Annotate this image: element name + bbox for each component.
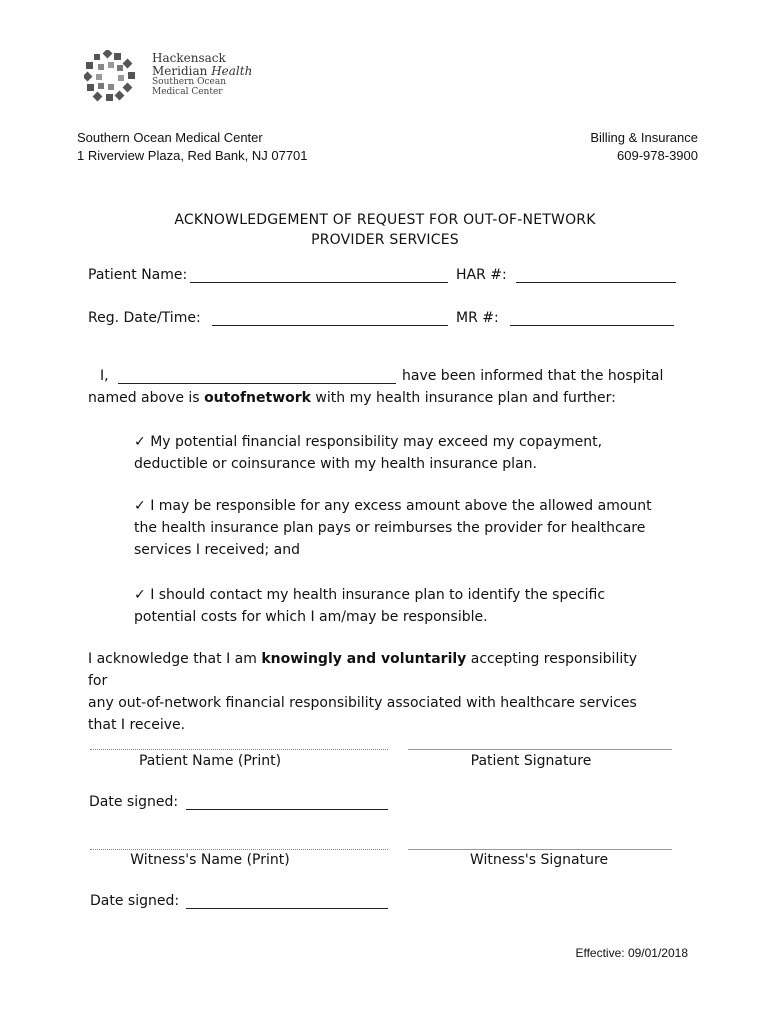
- witness-name-print-label: Witness's Name (Print): [130, 852, 290, 868]
- logo-line-2b: Health: [211, 64, 253, 79]
- ack-line-1: [88, 648, 660, 692]
- bullet-2-line-3: services I received; and: [134, 542, 301, 558]
- patient-name-field[interactable]: [190, 268, 448, 283]
- bullet-1-line-2: deductible or coinsurance with my health insurance plan.: [134, 456, 537, 472]
- checkmark-icon: ✓: [134, 434, 146, 450]
- ack-line-1a: I acknowledge that I am: [88, 651, 262, 667]
- bullet-2: [134, 495, 662, 561]
- bullet-3-line-2: potential costs for which I am/may be responsible.: [134, 609, 488, 625]
- bullet-3: [134, 584, 664, 628]
- bullet-3-line-1: [134, 584, 664, 606]
- date-signed-field[interactable]: [186, 795, 388, 810]
- bullet-1: [134, 431, 664, 475]
- patient-name-print-label: Patient Name (Print): [138, 753, 282, 769]
- hospital-logo-icon: [84, 50, 136, 102]
- mr-field[interactable]: [510, 311, 674, 326]
- har-label: HAR #:: [456, 267, 507, 283]
- har-field[interactable]: [516, 268, 676, 283]
- bullet-3-text-1: I should contact my health insurance plan to identify the specific: [150, 587, 606, 603]
- statement-line-2a: named above is: [88, 390, 205, 406]
- bullet-2-text-1: I may be responsible for any excess amount above the allowed amount: [150, 498, 652, 514]
- logo-line-2a: Meridian: [152, 64, 208, 79]
- patient-name-label: Patient Name:: [88, 267, 188, 283]
- date-signed-field-2[interactable]: [186, 894, 388, 909]
- logo-line-3: Southern Ocean: [152, 77, 226, 88]
- form-title-line-2: PROVIDER SERVICES: [311, 232, 459, 248]
- bullet-1-line-1: [134, 431, 664, 453]
- billing-phone: 609-978-3900: [617, 148, 698, 163]
- effective-date: Effective: 09/01/2018: [575, 946, 688, 960]
- statement-line-2b: with my health insurance plan and further:: [310, 390, 616, 406]
- ack-emphasis: knowingly and voluntarily: [261, 651, 467, 667]
- ack-line-1b: accepting responsibility for: [88, 651, 638, 689]
- form-title-line-1: ACKNOWLEDGEMENT OF REQUEST FOR OUT-OF-NETWORK: [174, 212, 596, 228]
- patient-signature-line[interactable]: [408, 749, 672, 750]
- logo-line-4: Medical Center: [152, 87, 223, 98]
- bullet-2-line-1: [134, 495, 662, 517]
- witness-signature-line[interactable]: [408, 849, 672, 850]
- statement-prefix: I,: [100, 368, 109, 384]
- statement-line-2: [88, 387, 616, 409]
- billing-contact: [590, 129, 698, 165]
- date-signed-label-2: Date signed:: [90, 893, 180, 909]
- hospital-address: [77, 129, 308, 165]
- bullet-2-line-2: the health insurance plan pays or reimburses the provider for healthcare: [134, 520, 646, 536]
- billing-label: Billing & Insurance: [590, 130, 698, 145]
- statement-line-1: have been informed that the hospital: [402, 368, 664, 384]
- checkmark-icon: ✓: [134, 498, 146, 514]
- hospital-street: 1 Riverview Plaza, Red Bank, NJ 07701: [77, 148, 308, 163]
- patient-name-print-line[interactable]: [90, 749, 388, 750]
- bullet-1-text-1: My potential financial responsibility may exceed my copayment,: [150, 434, 603, 450]
- reg-date-field[interactable]: [212, 311, 448, 326]
- acknowledgement: [88, 648, 660, 736]
- logo-line-1: Hackensack: [152, 51, 226, 65]
- patient-signature-label: Patient Signature: [470, 753, 592, 769]
- out-of-network-emphasis: outofnetwork: [204, 390, 311, 406]
- reg-date-label: Reg. Date/Time:: [88, 310, 201, 326]
- ack-line-3: that I receive.: [88, 717, 186, 733]
- hospital-name: Southern Ocean Medical Center: [77, 130, 263, 145]
- mr-label: MR #:: [456, 310, 499, 326]
- statement-name-field[interactable]: [118, 369, 396, 384]
- form-title: [0, 210, 770, 250]
- ack-line-2: any out-of-network financial responsibility associated with healthcare services: [88, 695, 637, 711]
- witness-signature-label: Witness's Signature: [469, 852, 609, 868]
- checkmark-icon: ✓: [134, 587, 146, 603]
- witness-name-print-line[interactable]: [90, 849, 388, 850]
- date-signed-label: Date signed:: [89, 794, 179, 810]
- logo-wordmark: [152, 52, 252, 98]
